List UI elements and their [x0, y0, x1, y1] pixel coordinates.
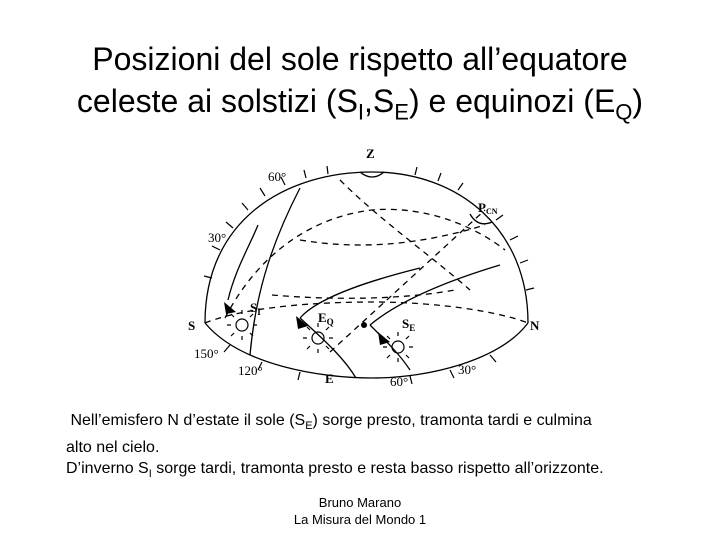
zenith-label: Z	[366, 146, 375, 161]
meridian-back	[225, 209, 505, 318]
deg-120: 120°	[238, 363, 263, 378]
tick	[260, 188, 265, 196]
title-sub-i: I	[357, 99, 365, 125]
title-text-1: Posizioni del sole rispetto all’equatore	[92, 41, 628, 77]
south-label: S	[188, 318, 196, 333]
caption-sub: E	[305, 420, 313, 433]
se-label: $S_E$	[402, 316, 416, 333]
title-sub-e: E	[394, 99, 409, 125]
caption-line-1	[66, 410, 706, 437]
tick	[415, 167, 417, 175]
sun-icon	[383, 332, 413, 362]
caption	[66, 410, 706, 485]
east-label: E	[325, 371, 334, 386]
deg-150: 150°	[194, 346, 219, 361]
footer-course: La Misura del Mondo 1	[293, 512, 427, 527]
tick	[438, 173, 441, 181]
dot-marker	[361, 322, 367, 328]
si-label: $S_I$	[250, 300, 261, 317]
caption-sub: I	[148, 468, 152, 481]
path-back-1	[340, 180, 470, 290]
tick	[298, 372, 300, 380]
caption-text: Nell’emisfero N d’estate il sole (S	[70, 412, 306, 429]
arrow-icon	[224, 302, 236, 314]
title-sub-q: Q	[615, 99, 633, 125]
deg-30-left: 30°	[208, 230, 227, 245]
arrow-icon	[296, 316, 308, 329]
north-label: N	[530, 318, 540, 333]
title-text-2d: )	[632, 83, 644, 119]
deg-30-bottom: 30°	[458, 362, 477, 377]
caption-line-2: alto nel cielo.	[66, 439, 160, 457]
deg-60-top: 60°	[268, 169, 287, 184]
tick	[490, 355, 496, 362]
tick	[304, 170, 306, 178]
title-text-2b: ,S	[364, 83, 395, 119]
tick	[224, 345, 230, 352]
footer-author: Bruno Marano	[318, 495, 402, 510]
deg-60-bottom: 60°	[390, 374, 409, 389]
pole-label: PCN	[478, 200, 498, 216]
caption-text: sorge tardi, tramonta presto e resta basso rispetto all’orizzonte.	[151, 460, 604, 478]
path-winter-solstice-low	[250, 188, 300, 355]
tick	[242, 203, 248, 210]
caption-text: ) sorge presto, tramonta tardi e culmina	[312, 412, 592, 429]
tick	[510, 236, 518, 240]
tick	[212, 246, 220, 250]
tick	[450, 370, 454, 378]
tick	[520, 260, 528, 263]
footer	[260, 494, 460, 528]
tick	[526, 288, 534, 290]
tick	[226, 222, 233, 228]
path-back-2	[300, 225, 485, 245]
path-summer-arc	[370, 265, 500, 325]
caption-line-3	[66, 458, 706, 485]
tick	[410, 376, 412, 384]
tick	[327, 166, 328, 174]
eq-label: $E_Q$	[318, 310, 334, 327]
sun-icon	[303, 323, 333, 353]
title-text-2a: celeste ai solstizi (S	[76, 83, 358, 119]
tick	[458, 183, 463, 190]
title-text-2c: ) e equinozi (E	[408, 83, 616, 119]
caption-text: D’inverno S	[66, 460, 149, 478]
